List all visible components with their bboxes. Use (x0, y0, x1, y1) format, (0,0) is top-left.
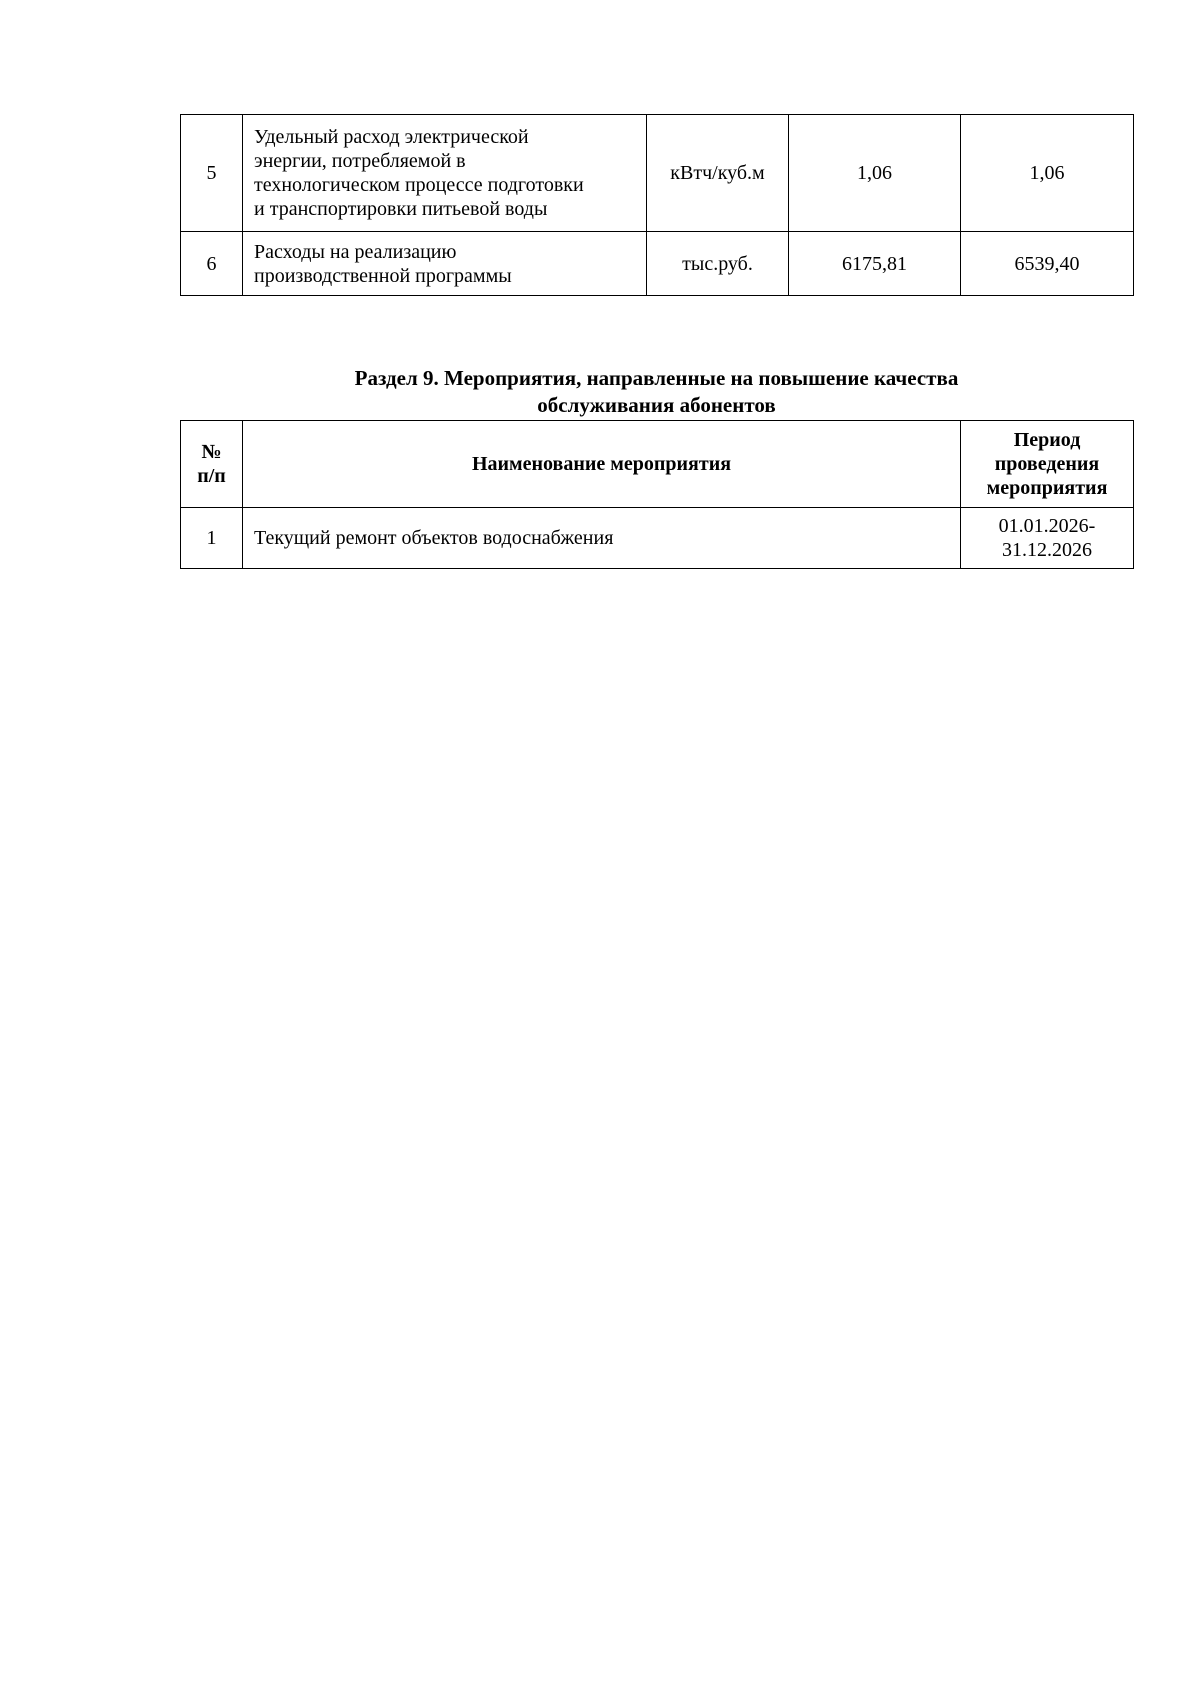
indicator-name-line: Удельный расход электрической (254, 126, 529, 148)
activity-period (961, 508, 1134, 569)
row-number: 1 (181, 508, 243, 569)
header-line: п/п (197, 465, 226, 487)
indicator-name-line: производственной программы (254, 264, 512, 287)
column-header-number (181, 421, 243, 508)
row-number: 6 (181, 232, 243, 296)
table-row (181, 508, 1134, 569)
value-cell: 1,06 (789, 115, 961, 232)
indicator-name-line: и транспортировки питьевой воды (254, 198, 548, 220)
section-heading-line: Раздел 9. Мероприятия, направленные на повышение качества (354, 366, 959, 390)
unit-cell: тыс.руб. (647, 232, 789, 296)
table-header-row (181, 421, 1134, 508)
indicator-name-line: технологическом процессе подготовки (254, 174, 584, 196)
activities-table (180, 420, 1134, 569)
indicator-name (243, 232, 647, 296)
period-line: 31.12.2026 (1002, 539, 1092, 561)
value-cell: 6175,81 (789, 232, 961, 296)
value-cell: 6539,40 (961, 232, 1134, 296)
period-line: 01.01.2026- (998, 515, 1096, 537)
header-line: проведения (994, 453, 1100, 475)
value-cell: 1,06 (961, 115, 1134, 232)
column-header-name: Наименование мероприятия (243, 421, 961, 508)
table-row (181, 115, 1134, 232)
indicator-name (243, 115, 647, 232)
header-line: № (201, 441, 222, 463)
activity-name: Текущий ремонт объектов водоснабжения (243, 508, 961, 569)
row-number: 5 (181, 115, 243, 232)
unit-cell: кВтч/куб.м (647, 115, 789, 232)
section-heading-line: обслуживания абонентов (537, 393, 776, 417)
header-line: Период (1013, 429, 1081, 451)
column-header-period (961, 421, 1134, 508)
section-heading (180, 365, 1133, 419)
indicator-name-line: Расходы на реализацию (254, 240, 457, 263)
indicator-name-line: энергии, потребляемой в (254, 150, 466, 172)
header-line: мероприятия (986, 477, 1108, 499)
table-row (181, 232, 1134, 296)
indicators-table (180, 114, 1134, 296)
